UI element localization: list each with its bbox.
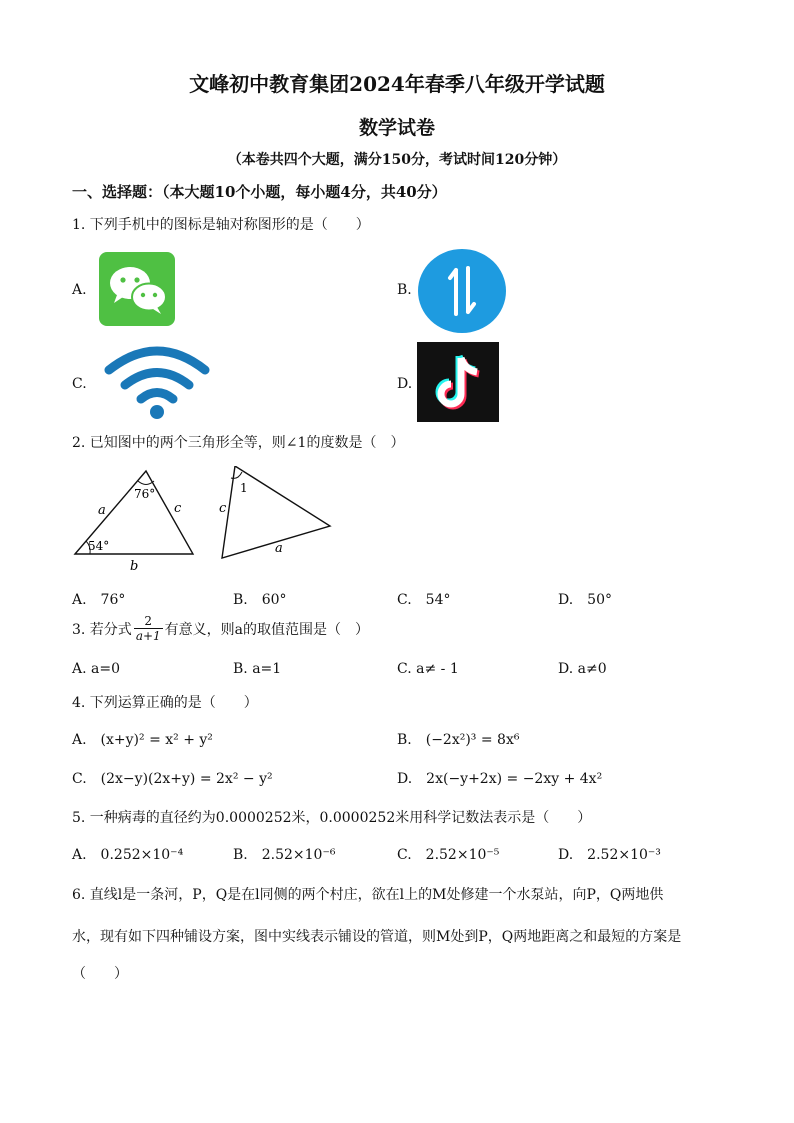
exam-note: （本卷共四个大题，满分150分，考试时间120分钟）	[227, 152, 567, 168]
q6-line-3: （ ）	[72, 966, 128, 982]
q3-option-a: A. a=0	[72, 661, 120, 677]
q1-option-a-label: A.	[72, 282, 87, 298]
exam-subtitle: 数学试卷	[358, 117, 435, 139]
q4-option-d: D. 2x(−y+2x) = −2xy + 4x²	[397, 771, 603, 787]
q5-option-d: D. 2.52×10⁻³	[558, 847, 661, 863]
q4-option-b: B. (−2x²)³ = 8x⁶	[397, 732, 520, 748]
q4-stem: 4. 下列运算正确的是（ ）	[72, 695, 258, 711]
exam-title: 文峰初中教育集团2024年春季八年级开学试题	[189, 72, 605, 96]
q3-stem-pre: 3. 若分式	[72, 621, 132, 638]
label-c-right: c	[219, 501, 227, 516]
q4-option-c: C. (2x−y)(2x+y) = 2x² − y²	[72, 771, 273, 787]
q3-stem-post: 有意义，则a的取值范围是（ ）	[164, 621, 370, 638]
q3-fraction	[134, 614, 163, 643]
q6-line-2: 水，现有如下四种铺设方案，图中实线表示铺设的管道，则M处到P，Q两地距离之和最短的方案是	[72, 929, 682, 945]
label-angle-1: 1	[240, 481, 248, 495]
q3-option-b: B. a=1	[233, 661, 282, 677]
q2-stem: 2. 已知图中的两个三角形全等，则∠1的度数是（ ）	[72, 435, 405, 451]
q3-option-d: D. a≠0	[558, 661, 607, 677]
q4-option-a: A. (x+y)² = x² + y²	[72, 732, 213, 748]
label-54: 54°	[88, 539, 110, 553]
q5-option-c: C. 2.52×10⁻⁵	[397, 847, 500, 863]
q3-frac-den: a+1	[135, 629, 161, 643]
label-76: 76°	[134, 487, 156, 501]
triangles-figure	[70, 466, 335, 578]
label-b-left: b	[130, 559, 139, 574]
wifi-icon	[103, 346, 211, 420]
q3-frac-num: 2	[134, 614, 163, 629]
wechat-icon	[99, 252, 175, 326]
q6-line-1: 6. 直线l是一条河，P，Q是在l同侧的两个村庄，欲在l上的M处修建一个水泵站，向P，Q两地供	[72, 887, 664, 903]
q3-option-c: C. a≠ - 1	[397, 661, 459, 677]
q2-option-b: B. 60°	[233, 592, 287, 608]
section-heading: 一、选择题：（本大题10个小题，每小题4分，共40分）	[72, 183, 447, 201]
q5-option-a: A. 0.252×10⁻⁴	[72, 847, 184, 863]
updown-arrows-icon	[417, 248, 507, 334]
q5-option-b: B. 2.52×10⁻⁶	[233, 847, 336, 863]
q1-stem: 1. 下列手机中的图标是轴对称图形的是（ ）	[72, 217, 370, 233]
label-a-right: a	[275, 541, 283, 556]
q1-option-d-label: D.	[397, 376, 413, 392]
q2-option-d: D. 50°	[558, 592, 612, 608]
q1-option-b-label: B.	[397, 282, 412, 298]
tiktok-icon	[417, 342, 499, 422]
q1-option-c-label: C.	[72, 376, 87, 392]
q5-stem: 5. 一种病毒的直径约为0.0000252米，0.0000252米用科学记数法表示是（ ）	[72, 810, 592, 826]
q2-option-a: A. 76°	[72, 592, 126, 608]
label-a-left: a	[98, 503, 106, 518]
q3-stem	[72, 614, 369, 643]
q2-option-c: C. 54°	[397, 592, 451, 608]
label-c-left: c	[174, 501, 182, 516]
